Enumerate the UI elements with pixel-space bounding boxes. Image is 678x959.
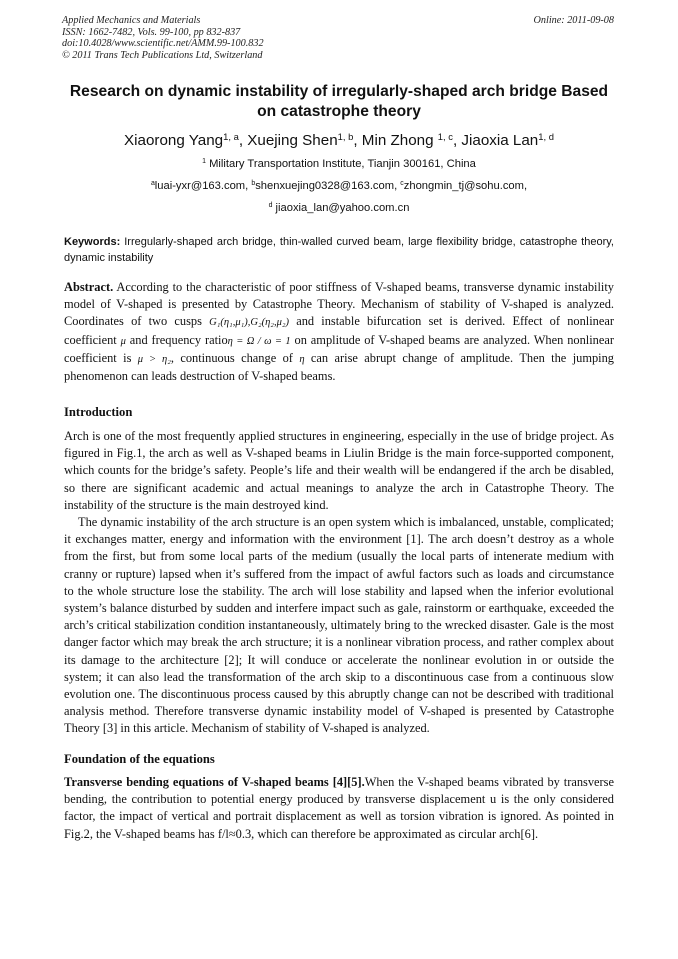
paper-title [56,82,622,122]
keywords-label: Keywords: [64,236,121,248]
introduction-body [64,428,614,738]
math-mu: μ [120,335,126,347]
email-a[interactable]: luai-yxr@163.com, [154,180,252,192]
foundation-paragraph [64,774,614,843]
abstract-text: and instable bifurcation set is derived. Effect of nonlinear coefficient [64,314,614,347]
affiliation-sup: 1 [202,158,206,166]
title-line-2: on catastrophe theory [257,103,421,120]
author-sup: 1, b [337,130,354,142]
author-sup: 1, a [223,130,239,142]
affiliation [40,156,638,172]
online-date: Online: 2011-09-08 [533,15,614,26]
author-name: Jiaoxia Lan [461,132,539,149]
abstract [64,279,614,385]
email-line-1 [40,178,638,194]
email-sup: b [251,180,256,188]
foundation-lead: Transverse bending equations of V-shaped beams [4][5]. [64,775,365,789]
author-sup: 1, d [538,130,554,142]
author-name: Min Zhong [361,132,438,149]
math-eta: η [299,353,305,365]
journal-header [62,15,614,61]
email-line-2 [40,200,638,216]
abstract-text: According to the characteristic of poor stiffness of V-shaped beams, transverse dynamic instability model of V-shaped is presented by Catastrophe Theory. Mechanism of stability of V-shaped is analyzed. Coordinates of two cusps [64,280,614,329]
abstract-paragraph [64,279,614,385]
math-freq-ratio: η = Ω / ω = 1 [227,335,291,347]
email-d[interactable]: jiaoxia_lan@yahoo.com.cn [272,202,410,214]
abstract-text: on amplitude of V-shaped beams are analyzed. When nonlinear coefficient is [64,332,614,365]
email-sup: c [400,180,404,188]
foundation-body [64,774,614,843]
issn-line: ISSN: 1662-7482, Vols. 99-100, pp 832-837 [62,26,241,38]
author-name: Xuejing Shen [247,132,338,149]
author-name: Xiaorong Yang [124,132,224,149]
author-sep: , [452,132,462,149]
affiliation-text: Military Transportation Institute, Tianjin 300161, China [205,158,476,170]
introduction-heading: Introduction [64,405,133,419]
author-sep: , [353,132,362,149]
email-sup: d [268,202,273,210]
math-cusps: G₁(η₁,μ₁),G₂(η₂,μ₂) [209,317,289,329]
author-list [40,131,638,151]
doi-line[interactable]: doi:10.4028/www.scientific.net/AMM.99-100.832 [62,38,264,50]
abstract-text: , continuous change of [170,350,300,365]
email-b[interactable]: shenxuejing0328@163.com, [255,180,401,192]
author-sep: , [238,132,248,149]
copyright-line: © 2011 Trans Tech Publications Ltd, Switzerland [62,49,263,61]
math-mu-gt-eta: μ > η₂ [137,353,171,365]
title-line-1: Research on dynamic instability of irregularly-shaped arch bridge Based [69,83,609,100]
author-sup: 1, c [437,130,453,142]
email-c[interactable]: zhongmin_tj@sohu.com, [403,180,528,192]
abstract-text: can arise abrupt change of amplitude. Then the jumping phenomenon can leads destruction of V-shaped beams. [64,350,615,384]
foundation-text: When the V-shaped beams vibrated by transverse bending, the contribution to potential energy produced by transverse displacement u is the only considered factor, the impact of vertical and portrait displacement as well as torsion vibration is ignored. As pointed in Fig.2, the V-shaped beams has f/l≈0.3, which can therefore be approximated as circular arch[6]. [64,775,614,841]
intro-paragraph-1: Arch is one of the most frequently applied structures in engineering, especially in the use of bridge project. As figured in Fig.1, the arch as well as V-shaped beams in Liulin Bridge is the main force-supported component, which counts for the bridge’s safety. People’s life and their wealth will be endangered if the arch be disabled, so there are significant academic and actual meanings to analyze the arch in Catastrophe Theory. The instability of the structure is the main destroyed kind. [64,429,614,512]
email-sup: a [150,180,155,188]
journal-name: Applied Mechanics and Materials [62,15,201,26]
foundation-heading: Foundation of the equations [64,752,215,766]
intro-paragraph-2: The dynamic instability of the arch structure is an open system which is imbalanced, unstable, complicated; it exchanges matter, energy and information with the environment [1]. The arch doesn’t destroy as a whole from the first, but from some local parts of the medium (usually the local parts of intenerate medium with cranny or rupture) lapsed when it’s suffered from the impact of awful factors such as loads and circumstance to the whole structure lose the stability. The arch will lose stability and lapsed when the inferior evolutional system’s balance disturbed by sudden and interfere impact such as gale, rainstorm or earthquake, exceeded the arch’s critical stabilization condition instantaneously, ultimately bring to the wrecked disaster. Gale is the most danger factor which may break the arch structure; it is a nonlinear vibration process, and rather complex about its damage to the architecture [2]; It will conduce or accelerate the nonlinear evolution in or outside the system; it can also lead the transformation of the arch skip to a discontinuous case from a continuous slow evolution one. The discontinuous process caused by this abruptly change can not be described with traditional analysis method. Therefore transverse dynamic instability model of V-shaped is presented by Catastrophe Theory [3] in this article. Mechanism of stability of V-shaped is analyzed. [64,515,614,736]
keywords [64,234,614,266]
abstract-label: Abstract. [64,280,114,294]
abstract-text: and frequency ratio [125,332,228,347]
keywords-text: Irregularly-shaped arch bridge, thin-walled curved beam, large flexibility bridge, catastrophe theory, dynamic instability [64,236,614,264]
